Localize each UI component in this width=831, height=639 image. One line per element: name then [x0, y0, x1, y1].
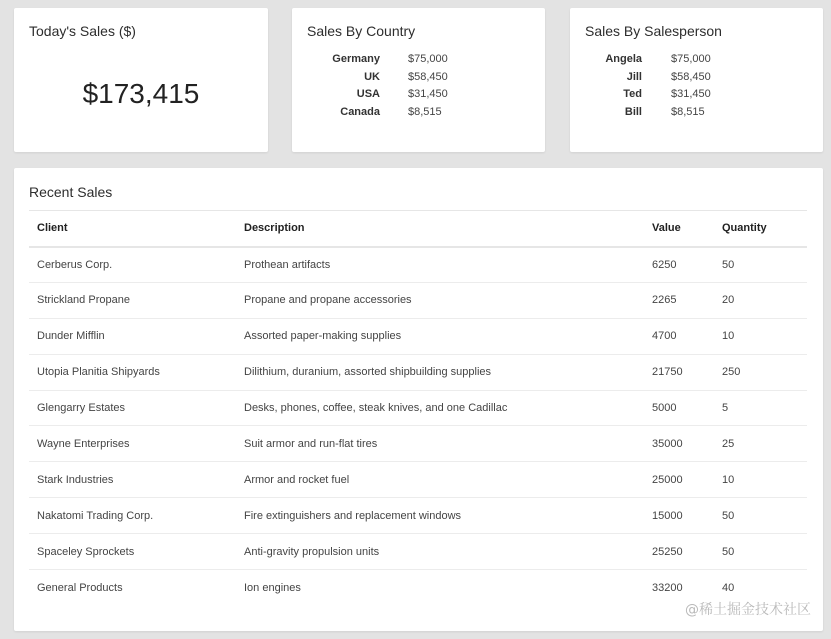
column-header-value: Value — [644, 211, 714, 247]
cell-quantity: 50 — [714, 534, 807, 570]
cell-value: 2265 — [644, 282, 714, 318]
cell-client: Dunder Mifflin — [29, 318, 236, 354]
todays-sales-card — [14, 8, 268, 152]
cell-client: Utopia Planitia Shipyards — [29, 354, 236, 390]
table-row — [29, 498, 807, 534]
table-row — [29, 462, 807, 498]
country-value: $31,450 — [408, 88, 448, 100]
cell-quantity: 20 — [714, 282, 807, 318]
country-row — [314, 51, 448, 69]
cell-client: Strickland Propane — [29, 282, 236, 318]
salesperson-name: Ted — [623, 88, 642, 100]
cell-client: Spaceley Sprockets — [29, 534, 236, 570]
table-row — [29, 354, 807, 390]
country-list — [314, 51, 448, 121]
cell-value: 15000 — [644, 498, 714, 534]
cell-value: 33200 — [652, 581, 683, 594]
cell-value: 21750 — [644, 354, 714, 390]
cell-description: Propane and propane accessories — [236, 282, 644, 318]
cell-description: Suit armor and run-flat tires — [236, 426, 644, 462]
cell-description: Anti-gravity propulsion units — [236, 534, 644, 570]
sales-by-salesperson-title: Sales By Salesperson — [585, 23, 722, 39]
cell-description: Assorted paper-making supplies — [236, 318, 644, 354]
column-header-quantity: Quantity — [714, 211, 807, 247]
cell-value: 5000 — [644, 390, 714, 426]
cell-value: 35000 — [644, 426, 714, 462]
cell-quantity: 40 — [722, 581, 735, 594]
cell-description: Armor and rocket fuel — [236, 462, 644, 498]
cell-value: 25250 — [644, 534, 714, 570]
table-row — [29, 318, 807, 354]
cell-client: Cerberus Corp. — [29, 247, 236, 283]
cell-description: Fire extinguishers and replacement windows — [236, 498, 644, 534]
table-row — [29, 247, 807, 283]
country-row — [314, 69, 448, 87]
cell-description: Dilithium, duranium, assorted shipbuilding supplies — [236, 354, 644, 390]
salesperson-value: $58,450 — [671, 70, 711, 83]
salesperson-row — [590, 86, 711, 104]
column-header-description: Description — [236, 211, 644, 247]
salesperson-row — [590, 69, 711, 87]
cell-description: Prothean artifacts — [236, 247, 644, 283]
recent-sales-card — [14, 168, 823, 631]
cell-client: Nakatomi Trading Corp. — [29, 498, 236, 534]
cell-value: 4700 — [644, 318, 714, 354]
cell-quantity: 5 — [714, 390, 807, 426]
sales-by-country-card — [292, 8, 545, 152]
table-row — [29, 282, 807, 318]
cell-quantity: 250 — [714, 354, 807, 390]
cell-quantity: 25 — [714, 426, 807, 462]
country-name: UK — [364, 70, 380, 83]
table-row — [29, 390, 807, 426]
cell-quantity: 10 — [714, 318, 807, 354]
cell-value: 25000 — [644, 462, 714, 498]
sales-by-salesperson-card — [570, 8, 823, 152]
country-name: Canada — [340, 105, 380, 118]
country-row — [314, 86, 448, 104]
salesperson-name: Jill — [626, 70, 642, 83]
salesperson-value: $8,515 — [671, 105, 705, 118]
country-name: Germany — [332, 53, 380, 65]
cell-quantity: 50 — [714, 247, 807, 283]
country-value: $8,515 — [408, 105, 442, 118]
country-value: $58,450 — [408, 70, 448, 83]
cell-value: 6250 — [644, 247, 714, 283]
column-header-client: Client — [29, 211, 236, 247]
salesperson-row — [590, 104, 711, 122]
salesperson-list — [590, 51, 711, 121]
salesperson-name: Bill — [624, 105, 642, 118]
table-row — [29, 426, 807, 462]
salesperson-name: Angela — [605, 53, 642, 65]
watermark-text: @稀土掘金技术社区 — [685, 602, 811, 618]
salesperson-value: $75,000 — [671, 53, 711, 65]
table-row — [29, 534, 807, 570]
cell-description: Ion engines — [244, 581, 301, 594]
cell-description: Desks, phones, coffee, steak knives, and one Cadillac — [236, 390, 644, 426]
cell-client: General Products — [37, 581, 123, 594]
cell-quantity: 50 — [714, 498, 807, 534]
recent-sales-title: Recent Sales — [29, 184, 113, 200]
salesperson-value: $31,450 — [671, 88, 711, 100]
cell-quantity: 10 — [714, 462, 807, 498]
country-name: USA — [356, 88, 380, 100]
recent-sales-table — [29, 210, 807, 605]
sales-by-country-title: Sales By Country — [307, 23, 416, 39]
salesperson-row — [590, 51, 711, 69]
cell-client: Wayne Enterprises — [29, 426, 236, 462]
table-header-row — [29, 211, 807, 247]
todays-sales-title: Today's Sales ($) — [29, 23, 136, 39]
country-row — [314, 104, 448, 122]
country-value: $75,000 — [408, 53, 448, 65]
cell-client: Stark Industries — [29, 462, 236, 498]
cell-client: Glengarry Estates — [29, 390, 236, 426]
todays-sales-total: $173,415 — [82, 78, 200, 109]
